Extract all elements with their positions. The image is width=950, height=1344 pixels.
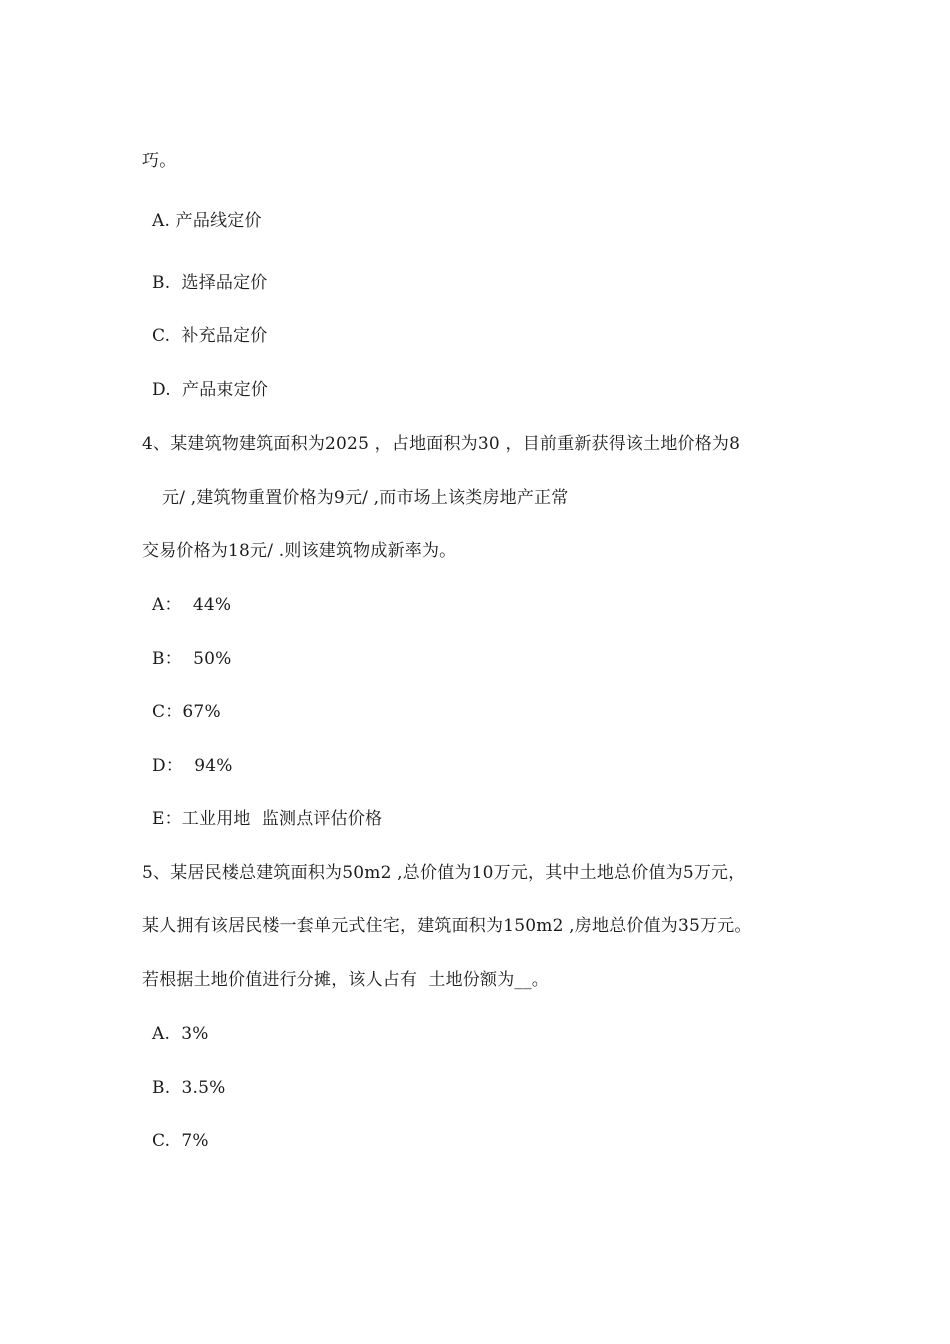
question-5-option-c: C. 7% [152,1131,209,1151]
question-3-option-c: C. 补充品定价 [152,326,268,346]
question-3-option-d: D. 产品束定价 [152,380,269,400]
question-3-option-a: A. 产品线定价 [152,211,262,231]
question-5-option-a: A. 3% [152,1024,209,1044]
question-5-option-b: B. 3.5% [152,1078,226,1098]
question-4-stem-line-1: 4、某建筑物建筑面积为2025 ，占地面积为30 ，目前重新获得该土地价格为8 [142,434,741,454]
question-4-option-d: D： 94% [152,756,233,776]
question-5-stem-line-3: 若根据土地价值进行分摊，该人占有 土地份额为__。 [142,970,550,990]
question-4-option-c: C：67% [152,702,221,722]
question-3-tail: 巧。 [142,151,177,171]
question-4-stem-line-3: 交易价格为18元/ .则该建筑物成新率为。 [142,541,457,561]
question-5-stem-line-2: 某人拥有该居民楼一套单元式住宅，建筑面积为150m2 ,房地总价值为35万元。 [142,916,752,936]
question-3-option-b: B. 选择品定价 [152,273,268,293]
question-4-option-a: A： 44% [152,595,232,615]
question-4-stem-line-2: 元/ ,建筑物重置价格为9元/ ,而市场上该类房地产正常 [162,488,569,508]
question-4-option-b: B： 50% [152,649,232,669]
question-4-option-e: E：工业用地 监测点评估价格 [152,809,383,829]
question-5-stem-line-1: 5、某居民楼总建筑面积为50m2 ,总价值为10万元，其中土地总价值为5万元， [142,863,746,883]
